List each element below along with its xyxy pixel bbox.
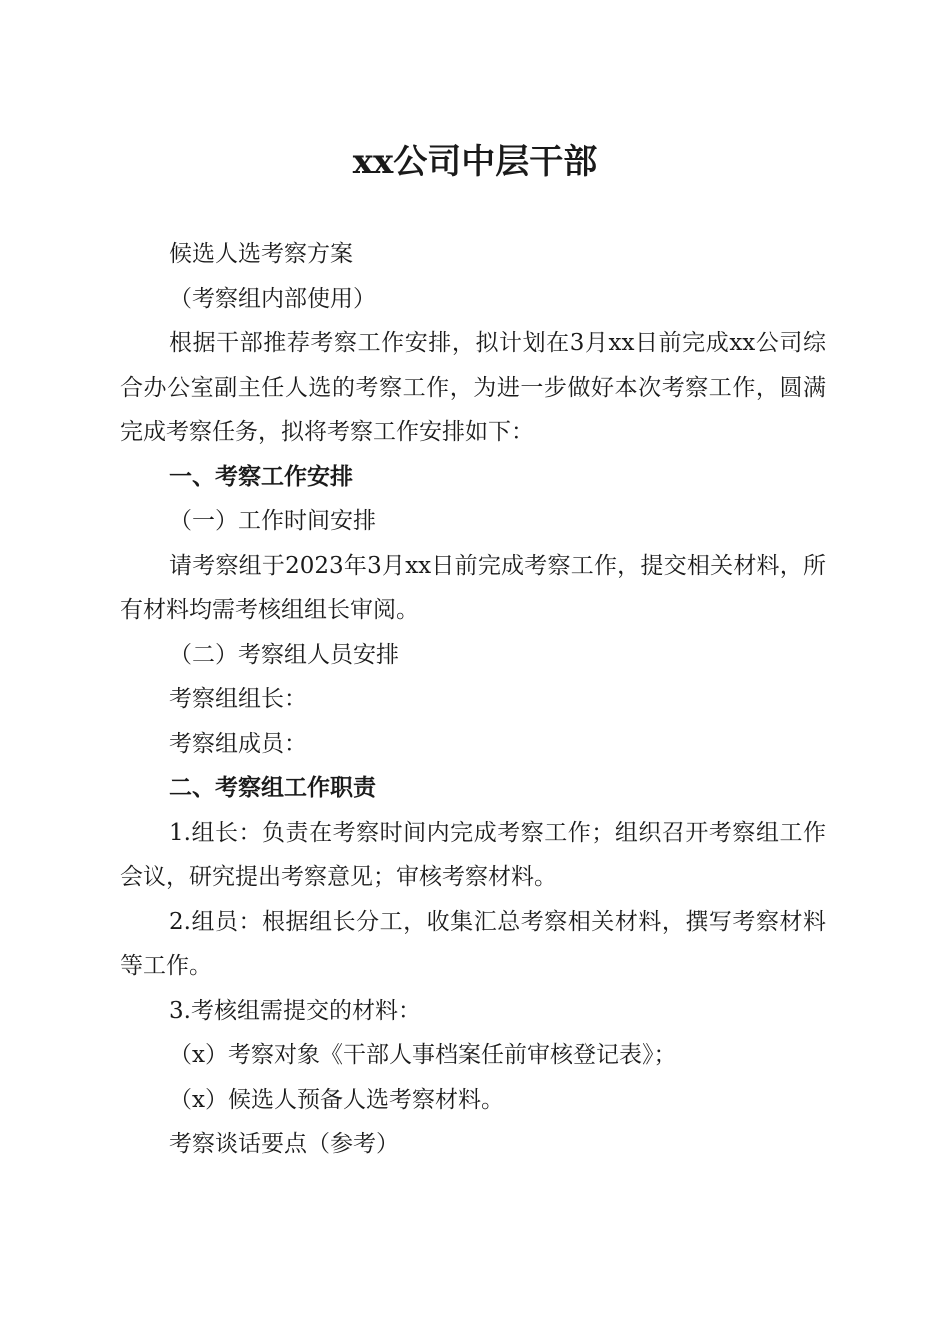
- duty-item-1: 1.组长：负责在考察时间内完成考察工作；组织召开考察组工作会议，研究提出考察意见；审核考察材料。: [120, 819, 826, 890]
- usage-note: （考察组内部使用）: [169, 285, 376, 312]
- material-item-2: （x）候选人预备人选考察材料。: [169, 1086, 504, 1113]
- material-item-1: （x）考察对象《干部人事档案任前审核登记表》；: [169, 1042, 677, 1068]
- group-leader-line: 考察组组长：: [169, 686, 307, 712]
- intro-paragraph: 根据干部推荐考察工作安排，拟计划在3月xx日前完成xx公司综合办公室副主任人选的考察工作，为进一步做好本次考察工作，圆满完成考察任务，拟将考察工作安排如下：: [120, 330, 826, 445]
- duty-item-2: 2.组员：根据组长分工，收集汇总考察相关材料，撰写考察材料等工作。: [120, 908, 826, 979]
- document-body: [120, 232, 826, 1167]
- subsection-1-heading: （一）工作时间安排: [169, 508, 376, 534]
- group-members-line: 考察组成员：: [169, 730, 307, 757]
- schedule-paragraph: 请考察组于2023年3月xx日前完成考察工作，提交相关材料，所有材料均需考核组组长审阅。: [120, 552, 826, 623]
- section-1-heading: 一、考察工作安排: [169, 463, 353, 490]
- document-subtitle: 候选人选考察方案: [169, 241, 353, 267]
- duty-item-3: 3.考核组需提交的材料：: [169, 997, 421, 1024]
- subsection-2-heading: （二）考察组人员安排: [169, 641, 399, 668]
- section-2-heading: 二、考察组工作职责: [169, 775, 376, 801]
- appendix-heading: 考察谈话要点（参考）: [169, 1131, 399, 1157]
- document-title: xx公司中层干部: [352, 142, 598, 182]
